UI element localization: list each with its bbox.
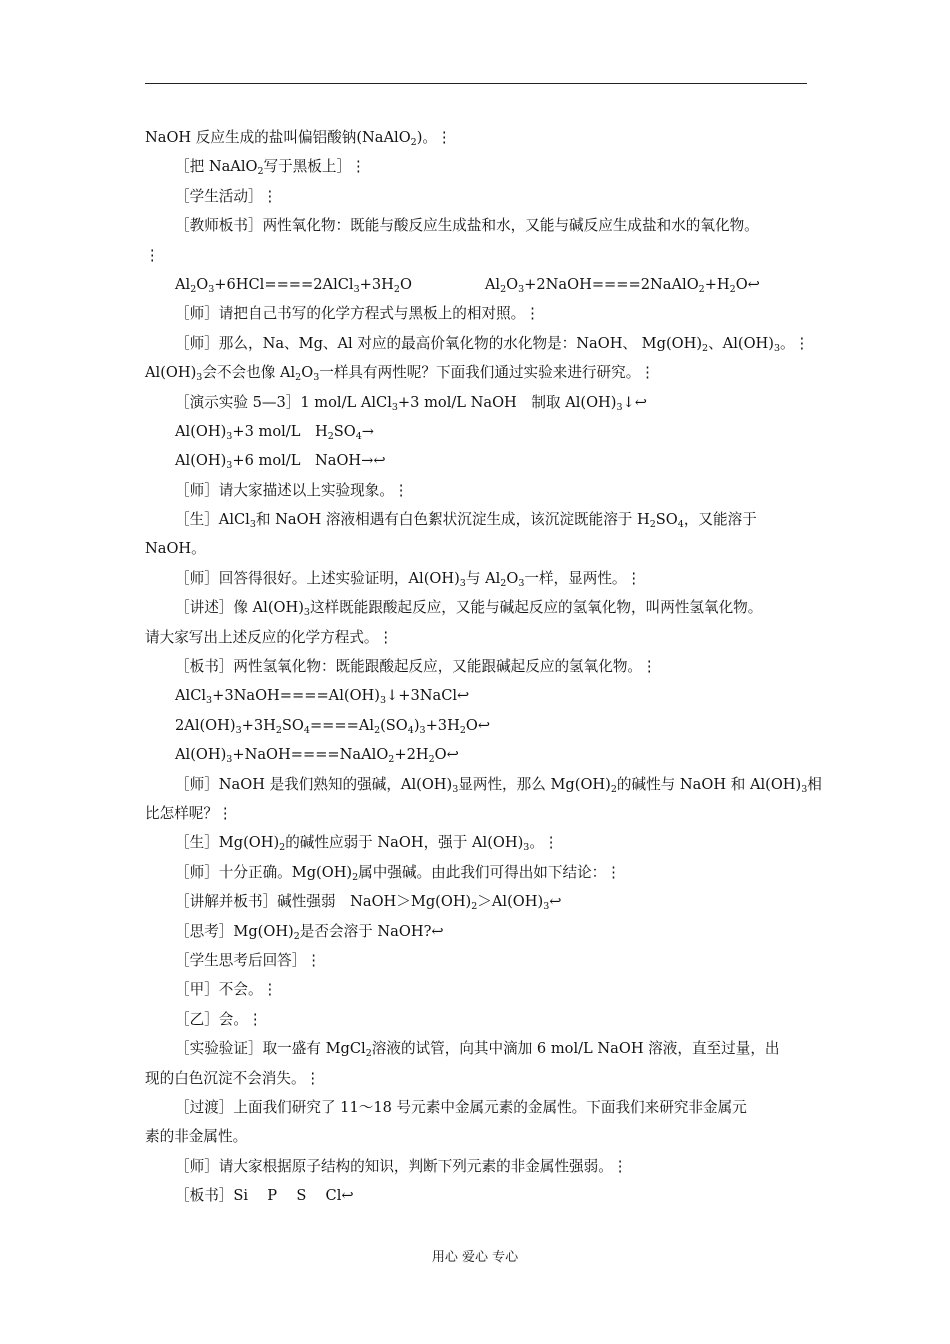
subscript: 2 bbox=[649, 519, 656, 531]
text-run: 与 Al bbox=[465, 569, 501, 587]
text-run: ［师］请大家描述以上实验现象。⋮ bbox=[175, 481, 409, 499]
text-run: Al(OH) bbox=[175, 746, 227, 764]
text-run: AlCl bbox=[175, 687, 207, 705]
text-run: 会不会也像 Al bbox=[202, 364, 296, 382]
text-run: 2Al(OH) bbox=[175, 716, 236, 734]
text-line bbox=[145, 388, 810, 417]
subscript: 4 bbox=[677, 519, 684, 531]
text-run: ) bbox=[413, 716, 420, 734]
subscript: 2 bbox=[702, 342, 709, 354]
subscript: 2 bbox=[275, 724, 282, 736]
text-run: 和 NaOH 溶液相遇有白色絮状沉淀生成，该沉淀既能溶于 H bbox=[255, 511, 650, 529]
text-run: +2NaOH====2NaAlO bbox=[524, 275, 699, 293]
text-run: 显两性，那么 Mg(OH) bbox=[458, 775, 611, 793]
text-run: 一样，显两性。⋮ bbox=[524, 569, 642, 587]
subscript: 4 bbox=[355, 430, 362, 442]
text-line bbox=[145, 887, 810, 916]
text-line bbox=[145, 1122, 810, 1151]
text-line bbox=[145, 123, 810, 152]
subscript: 3 bbox=[208, 283, 215, 295]
page-footer: 用心 爱心 专心 bbox=[431, 1250, 519, 1265]
text-run: ＞Al(OH) bbox=[477, 893, 544, 911]
document-body bbox=[145, 123, 822, 1210]
text-run: ［讲述］像 Al(OH) bbox=[175, 599, 304, 617]
text-run: 这样既能跟酸起反应，又能与碱起反应的氢氧化物，叫两性氢氧化物。 bbox=[309, 599, 763, 617]
text-run: O↩ bbox=[434, 746, 459, 764]
text-line bbox=[145, 182, 810, 211]
text-run: O bbox=[301, 364, 314, 382]
text-run: ［师］那么，Na、Mg、Al 对应的最高价氧化物的水化物是：NaOH、 Mg(OH) bbox=[175, 334, 703, 352]
subscript: 3 bbox=[249, 519, 256, 531]
subscript: 2 bbox=[729, 283, 736, 295]
subscript: 3 bbox=[313, 372, 320, 384]
text-run: 的碱性应弱于 NaOH，强于 Al(OH) bbox=[285, 834, 524, 852]
text-run: )。⋮ bbox=[416, 129, 452, 146]
text-run: +3 mol/L H bbox=[232, 422, 328, 440]
text-run: ［师］请把自己书写的化学方程式与黑板上的相对照。⋮ bbox=[175, 305, 540, 323]
subscript: 3 bbox=[459, 577, 466, 589]
text-line bbox=[145, 1181, 810, 1210]
text-run: ［师］请大家根据原子结构的知识，判断下列元素的非金属性强弱。⋮ bbox=[175, 1157, 628, 1175]
text-run: Al bbox=[175, 275, 191, 293]
subscript: 2 bbox=[327, 430, 334, 442]
subscript: 3 bbox=[523, 842, 530, 854]
text-run: O bbox=[506, 275, 519, 293]
text-run: ［把 NaAlO bbox=[175, 158, 258, 176]
text-line bbox=[145, 1152, 810, 1181]
text-line bbox=[145, 534, 810, 563]
text-run: SO bbox=[333, 422, 356, 440]
text-run: ［思考］Mg(OH) bbox=[175, 922, 294, 940]
text-run: ↓+3NaCl↩ bbox=[386, 687, 470, 705]
text-run: 。⋮ bbox=[529, 834, 559, 852]
subscript: 2 bbox=[610, 783, 617, 795]
text-line bbox=[145, 593, 810, 622]
subscript: 3 bbox=[543, 901, 550, 913]
text-run: Al(OH) bbox=[175, 452, 227, 470]
text-run: (SO bbox=[380, 716, 408, 734]
text-run: ↓↩ bbox=[622, 393, 647, 411]
text-line bbox=[145, 476, 810, 505]
subscript: 3 bbox=[206, 695, 213, 707]
text-line bbox=[145, 917, 810, 946]
text-run: ［师］NaOH 是我们熟知的强碱，Al(OH) bbox=[175, 775, 453, 793]
text-line bbox=[145, 828, 810, 857]
text-line bbox=[145, 711, 810, 740]
text-run: 现的白色沉淀不会消失。⋮ bbox=[145, 1069, 321, 1087]
subscript: 3 bbox=[235, 724, 242, 736]
subscript: 2 bbox=[365, 1048, 372, 1060]
subscript: 2 bbox=[388, 754, 395, 766]
text-line bbox=[145, 329, 810, 358]
text-run: +3 mol/L NaOH 制取 Al(OH) bbox=[397, 393, 617, 411]
text-run: ［实验验证］取一盛有 MgCl bbox=[175, 1040, 366, 1058]
text-run: 。⋮ bbox=[780, 334, 810, 352]
subscript: 3 bbox=[773, 342, 781, 354]
text-run: ［板书］Si P S Cl↩ bbox=[175, 1187, 354, 1205]
subscript: 3 bbox=[303, 607, 310, 619]
subscript: 3 bbox=[391, 401, 398, 413]
text-run: +3H bbox=[359, 275, 394, 293]
subscript: 2 bbox=[374, 724, 381, 736]
text-run: 是否会溶于 NaOH?↩ bbox=[299, 922, 444, 940]
text-line bbox=[145, 446, 810, 475]
text-line bbox=[145, 270, 810, 299]
text-run: ［乙］会。⋮ bbox=[175, 1010, 263, 1028]
text-run: +3NaOH====Al(OH) bbox=[212, 687, 380, 705]
subscript: 2 bbox=[279, 842, 286, 854]
text-run: Al(OH) bbox=[145, 364, 197, 382]
text-run: 请大家写出上述反应的化学方程式。⋮ bbox=[145, 628, 394, 646]
text-run: ［学生活动］⋮ bbox=[175, 187, 278, 205]
text-run: O Al bbox=[399, 275, 501, 293]
text-run: 属中强碱。由此我们可得出如下结论：⋮ bbox=[358, 863, 621, 881]
text-line bbox=[145, 211, 810, 240]
text-run: ［师］回答得很好。上述实验证明，Al(OH) bbox=[175, 569, 460, 587]
subscript: 3 bbox=[379, 695, 387, 707]
text-run: 的碱性与 NaOH 和 Al(OH) bbox=[616, 775, 802, 793]
text-line bbox=[145, 241, 810, 270]
subscript: 3 bbox=[196, 372, 203, 384]
text-run: 写于黑板上］⋮ bbox=[263, 158, 366, 176]
text-line bbox=[145, 1064, 810, 1093]
text-run: SO bbox=[281, 716, 304, 734]
text-run: +3H bbox=[425, 716, 460, 734]
text-line bbox=[145, 623, 810, 652]
text-run: ［甲］不会。⋮ bbox=[175, 981, 278, 999]
text-run: +6HCl====2AlCl bbox=[214, 275, 354, 293]
text-line bbox=[145, 799, 810, 828]
subscript: 2 bbox=[500, 577, 507, 589]
subscript: 4 bbox=[303, 724, 310, 736]
subscript: 2 bbox=[257, 166, 264, 178]
text-line bbox=[145, 681, 810, 710]
text-line bbox=[145, 1005, 810, 1034]
text-run: 溶液的试管，向其中滴加 6 mol/L NaOH 溶液，直至过量，出 bbox=[371, 1040, 780, 1058]
header-rule bbox=[145, 83, 807, 84]
text-line bbox=[145, 946, 810, 975]
subscript: 3 bbox=[801, 783, 808, 795]
text-run: O↩ bbox=[465, 716, 491, 734]
text-line bbox=[145, 1034, 810, 1063]
subscript: 2 bbox=[698, 283, 705, 295]
text-run: O bbox=[196, 275, 209, 293]
subscript: 3 bbox=[226, 754, 233, 766]
text-line bbox=[145, 299, 810, 328]
text-line bbox=[145, 858, 810, 887]
text-run: O bbox=[506, 569, 519, 587]
text-run: ［生］Mg(OH) bbox=[175, 834, 280, 852]
text-run: ↩ bbox=[549, 893, 562, 911]
text-run: ［过渡］上面我们研究了 11～18 号元素中金属元素的金属性。下面我们来研究非金属元 bbox=[175, 1098, 747, 1116]
subscript: 2 bbox=[393, 283, 400, 295]
text-run: +H bbox=[704, 275, 730, 293]
text-line bbox=[145, 1093, 810, 1122]
text-run: ⋮ bbox=[145, 246, 160, 264]
text-run: Al(OH) bbox=[175, 422, 227, 440]
text-run: SO bbox=[655, 511, 678, 529]
text-line bbox=[145, 770, 822, 799]
subscript: 2 bbox=[428, 754, 435, 766]
subscript: 2 bbox=[190, 283, 197, 295]
text-run: 素的非金属性。 bbox=[145, 1128, 248, 1146]
text-run: ，又能溶于 bbox=[683, 511, 757, 529]
subscript: 3 bbox=[226, 460, 233, 472]
text-line bbox=[145, 652, 810, 681]
subscript: 4 bbox=[407, 724, 414, 736]
subscript: 2 bbox=[295, 372, 302, 384]
text-run: +2H bbox=[394, 746, 429, 764]
text-line bbox=[145, 975, 810, 1004]
text-run: ［演示实验 5—3］1 mol/L AlCl bbox=[175, 393, 392, 411]
text-line bbox=[145, 358, 810, 387]
subscript: 3 bbox=[353, 283, 360, 295]
text-run: ====Al bbox=[309, 716, 375, 734]
text-run: ［生］AlCl bbox=[175, 511, 250, 529]
subscript: 2 bbox=[352, 871, 359, 883]
text-run: ［讲解并板书］碱性强弱 NaOH＞Mg(OH) bbox=[175, 893, 472, 911]
text-run: ［板书］两性氢氧化物：既能跟酸起反应，又能跟碱起反应的氢氧化物。⋮ bbox=[175, 658, 657, 676]
subscript: 3 bbox=[419, 724, 426, 736]
text-line bbox=[145, 417, 810, 446]
subscript: 3 bbox=[226, 430, 233, 442]
text-run: 比怎样呢？⋮ bbox=[145, 804, 233, 822]
text-run: ［师］十分正确。Mg(OH) bbox=[175, 863, 353, 881]
subscript: 2 bbox=[500, 283, 507, 295]
text-run: 相 bbox=[807, 775, 822, 793]
text-run: NaOH 反应生成的盐叫偏铝酸钠(NaAlO bbox=[145, 129, 411, 146]
text-run: +3H bbox=[241, 716, 276, 734]
text-line bbox=[145, 740, 810, 769]
text-run: NaOH。 bbox=[145, 540, 206, 558]
text-run: +6 mol/L NaOH→↩ bbox=[232, 452, 386, 470]
subscript: 2 bbox=[293, 930, 300, 942]
subscript: 3 bbox=[616, 401, 623, 413]
text-run: 一样具有两性呢？下面我们通过实验来进行研究。⋮ bbox=[319, 364, 655, 382]
subscript: 3 bbox=[452, 783, 459, 795]
subscript: 2 bbox=[459, 724, 466, 736]
subscript: 2 bbox=[410, 137, 417, 148]
text-run: +NaOH====NaAlO bbox=[232, 746, 389, 764]
text-run: O↩ bbox=[735, 275, 760, 293]
text-line bbox=[145, 152, 810, 181]
text-run: ［学生思考后回答］⋮ bbox=[175, 951, 321, 969]
text-line bbox=[145, 505, 810, 534]
subscript: 3 bbox=[518, 283, 525, 295]
text-run: ［教师板书］两性氧化物：既能与酸反应生成盐和水，又能与碱反应生成盐和水的氧化物。 bbox=[175, 217, 759, 235]
text-line bbox=[145, 564, 810, 593]
subscript: 3 bbox=[518, 577, 525, 589]
text-run: → bbox=[361, 422, 375, 440]
text-run: 、Al(OH) bbox=[708, 334, 774, 352]
subscript: 2 bbox=[471, 901, 478, 913]
